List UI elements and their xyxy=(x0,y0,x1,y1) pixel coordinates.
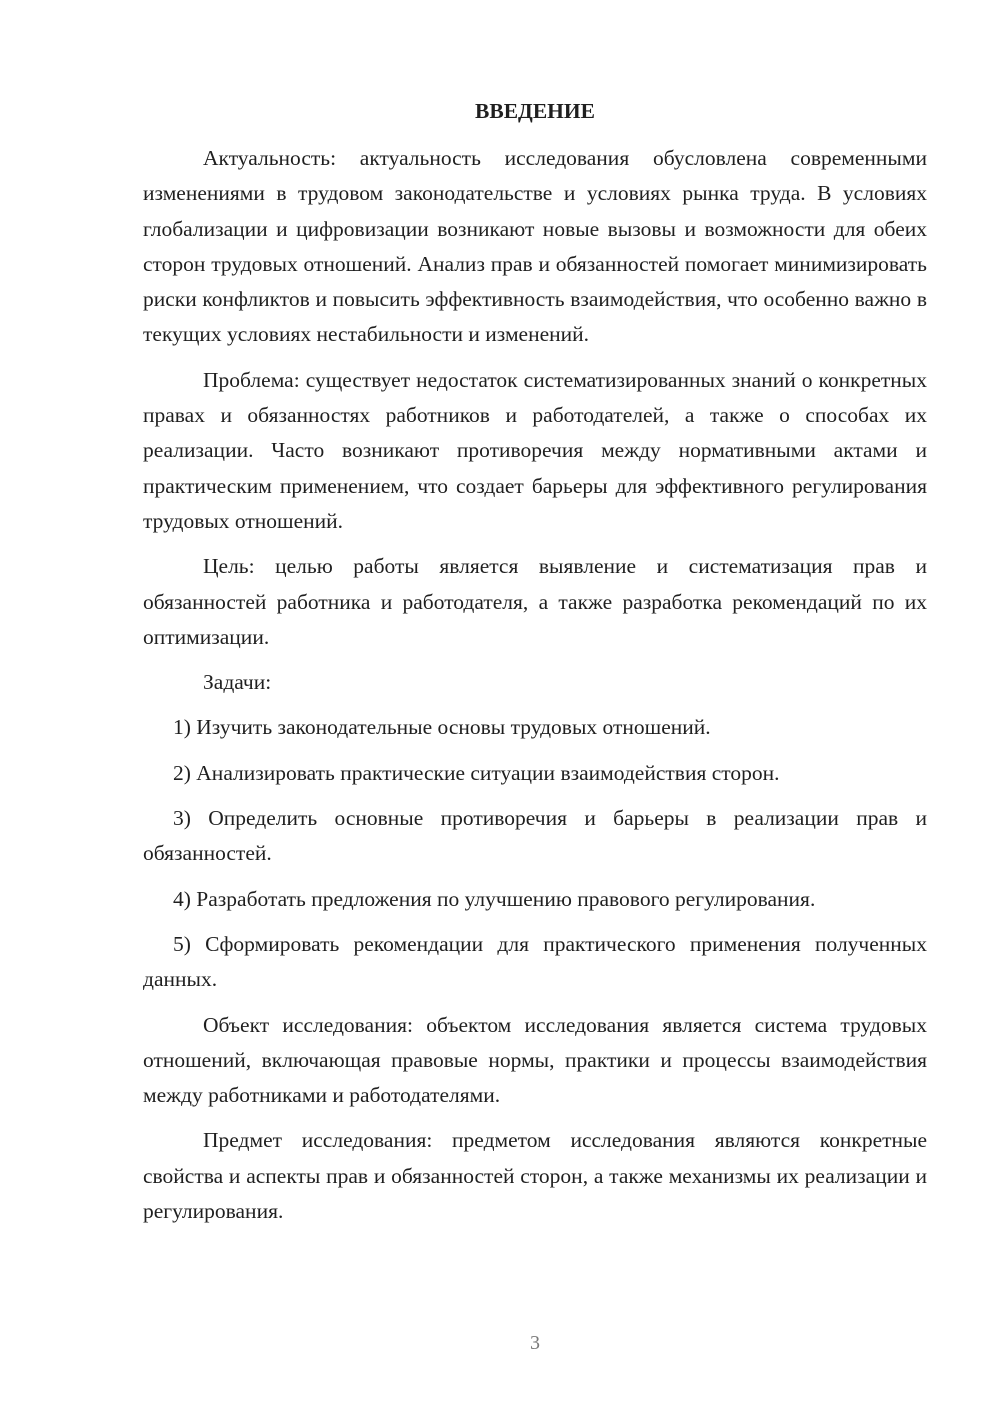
task-item-1: 1) Изучить законодательные основы трудовых отношений. xyxy=(173,715,711,740)
task-item-3: 3) Определить основные противоречия и барьеры в реализации прав и обязанностей. xyxy=(143,806,927,866)
section-title: ВВЕДЕНИЕ xyxy=(475,99,595,123)
paragraph-problem: Проблема: существует недостаток систематизированных знаний о конкретных правах и обязанностях работников и работодателей, а также о способах их реализации. Часто возникают противоречия между нормативными актами и практическим применением, что создает барьеры для эффективного регулирования трудовых отношений. xyxy=(143,367,927,533)
paragraph-goal: Цель: целью работы является выявление и систематизация прав и обязанностей работника и работодателя, а также разработка рекомендаций по их оптимизации. xyxy=(143,554,927,649)
page-number: 3 xyxy=(530,1332,540,1354)
paragraph-relevance: Актуальность: актуальность исследования обусловлена современными изменениями в трудовом законодательстве и условиях рынка труда. В условиях глобализации и цифровизации возникают новые вызовы и возможности для обеих сторон трудовых отношений. Анализ прав и обязанностей помогает минимизировать риски конфликтов и повысить эффективность взаимодействия, что особенно важно в текущих условиях нестабильности и изменений. xyxy=(143,146,927,347)
task-item-4: 4) Разработать предложения по улучшению правового регулирования. xyxy=(173,886,816,911)
paragraph-subject: Предмет исследования: предметом исследования являются конкретные свойства и аспекты прав и обязанностей сторон, а также механизмы их реализации и регулирования. xyxy=(143,1128,927,1224)
page-content xyxy=(143,95,927,1239)
task-item-5: 5) Сформировать рекомендации для практического применения полученных данных. xyxy=(143,931,927,992)
paragraph-tasks-heading: Задачи: xyxy=(203,670,272,695)
paragraph-object: Объект исследования: объектом исследования является система трудовых отношений, включающая правовые нормы, практики и процессы взаимодействия между работниками и работодателями. xyxy=(143,1012,927,1108)
task-item-2: 2) Анализировать практические ситуации взаимодействия сторон. xyxy=(173,760,780,785)
